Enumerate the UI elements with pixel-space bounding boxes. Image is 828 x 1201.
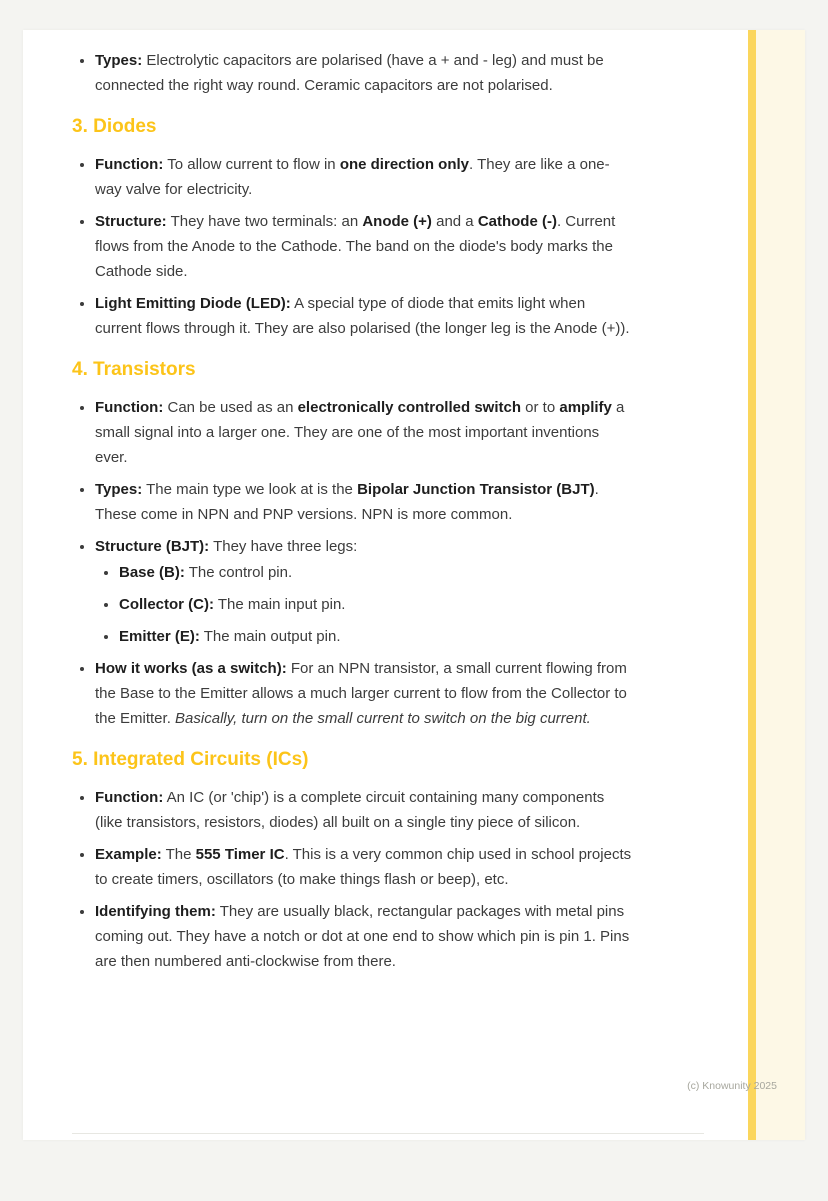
bullet-item [95, 48, 633, 98]
footer-divider [72, 1133, 704, 1134]
text-run: The main input pin. [214, 596, 346, 613]
bold-text: electronically controlled switch [297, 399, 521, 416]
bold-text: Types: [95, 481, 143, 498]
bullet-item [95, 534, 633, 649]
text-run: and a [431, 213, 478, 230]
copyright-watermark: (c) Knowunity 2025 [687, 1080, 777, 1092]
text-run: An IC (or 'chip') is a complete circuit containing many components (like transistors, resistors, diodes) all built on a single tiny piece of silicon. [95, 789, 605, 831]
text-run: . Current flows from the Anode to the Cathode. The band on the diode's body marks the Cathode side. [95, 213, 616, 280]
bullet-item [95, 477, 633, 527]
text-run: . This is a very common chip used in school projects to create timers, oscillators (to make things flash or beep), etc. [95, 846, 632, 888]
text-run: To allow current to flow in [163, 156, 340, 173]
bullet-text [95, 534, 633, 559]
bold-text: Types: [95, 52, 143, 69]
bold-text: Light Emitting Diode (LED): [95, 295, 291, 312]
bold-text: Function: [95, 789, 164, 806]
document-content [23, 30, 805, 1102]
bullet-text [119, 560, 633, 585]
sub-bullet-item [119, 560, 633, 585]
text-run: For an NPN transistor, a small current flowing from the Base to the Emitter allows a much larger current to flow from the Collector to the Emitter. [95, 660, 627, 727]
italic-text: Basically, turn on the small current to switch on the big current. [175, 710, 591, 727]
bullet-text [119, 592, 633, 617]
text-run: Can be used as an [163, 399, 298, 416]
sub-bullet-list [95, 560, 633, 649]
bullet-list [72, 785, 633, 974]
text-run: The main type we look at is the [142, 481, 358, 498]
text-run: Electrolytic capacitors are polarised (have a + and - leg) and must be connected the right way round. Ceramic capacitors are not polarised. [95, 52, 604, 94]
text-run: . These come in NPN and PNP versions. NPN is more common. [95, 481, 599, 523]
bullet-text [95, 291, 633, 341]
bold-text: Function: [95, 399, 164, 416]
bold-text: How it works (as a switch): [95, 660, 287, 677]
bullet-list [72, 152, 633, 341]
text-run: They have three legs: [209, 538, 358, 555]
text-run: They have two terminals: an [166, 213, 363, 230]
bold-text: Cathode (-) [477, 213, 557, 230]
bullet-item [95, 785, 633, 835]
bold-text: Collector (C): [119, 596, 214, 613]
bullet-text [95, 656, 633, 731]
bullet-text [95, 842, 633, 892]
bullet-text [95, 209, 633, 284]
sub-bullet-item [119, 592, 633, 617]
bullet-text [95, 899, 633, 974]
section-heading: 5. Integrated Circuits (ICs) [72, 749, 309, 770]
text-run: A special type of diode that emits light when current flows through it. They are also polarised (the longer leg is the Anode (+)). [95, 295, 630, 337]
bold-text: Anode (+) [362, 213, 432, 230]
bullet-list [72, 395, 633, 731]
text-run: The control pin. [184, 564, 293, 581]
section-heading: 4. Transistors [72, 359, 196, 380]
bold-text: Emitter (E): [119, 628, 200, 645]
bullet-text [95, 152, 633, 202]
sub-bullet-item [119, 624, 633, 649]
bold-text: Structure: [95, 213, 167, 230]
text-run: a small signal into a larger one. They are one of the most important inventions ever. [95, 399, 625, 466]
text-run: or to [521, 399, 560, 416]
text-run: The [161, 846, 196, 863]
bold-text: amplify [559, 399, 612, 416]
bold-text: Structure (BJT): [95, 538, 210, 555]
bullet-item [95, 842, 633, 892]
bullet-item [95, 152, 633, 202]
bullet-item [95, 209, 633, 284]
bullet-item [95, 656, 633, 731]
document-page [23, 30, 805, 1140]
bullet-text [95, 785, 633, 835]
bullet-text [95, 48, 633, 98]
bold-text: Bipolar Junction Transistor (BJT) [357, 481, 595, 498]
bold-text: Example: [95, 846, 162, 863]
text-run: The main output pin. [199, 628, 341, 645]
bullet-text [95, 477, 633, 527]
bullet-text [95, 395, 633, 470]
bold-text: 555 Timer IC [195, 846, 285, 863]
bullet-text [119, 624, 633, 649]
bullet-item [95, 395, 633, 470]
section-heading: 3. Diodes [72, 116, 157, 137]
bullet-item [95, 291, 633, 341]
bold-text: Function: [95, 156, 164, 173]
bold-text: Identifying them: [95, 903, 216, 920]
bullet-list [72, 48, 633, 98]
text-run: They are usually black, rectangular packages with metal pins coming out. They have a notch or dot at one end to show which pin is pin 1. Pins are then numbered anti-clockwise from there. [95, 903, 630, 970]
text-run: . They are like a one-way valve for electricity. [95, 156, 610, 198]
bold-text: one direction only [339, 156, 469, 173]
bullet-item [95, 899, 633, 974]
bold-text: Base (B): [119, 564, 185, 581]
